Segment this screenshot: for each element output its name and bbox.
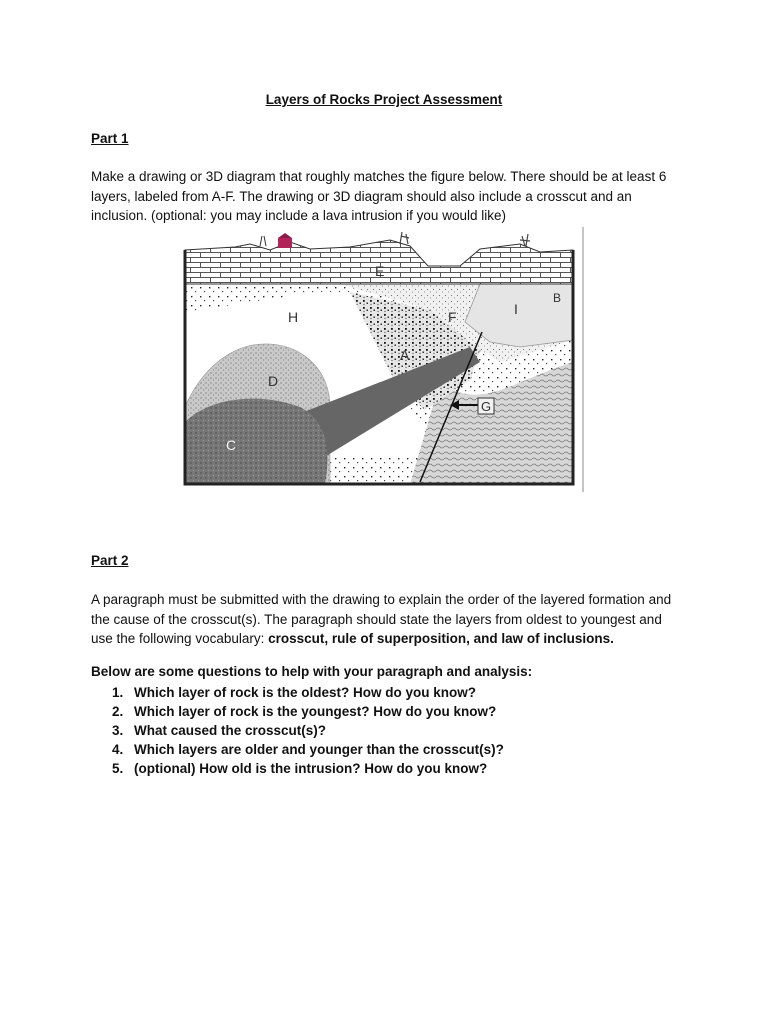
part2-vocabulary: crosscut, rule of superposition, and law of inclusions. bbox=[268, 631, 614, 646]
label-e: E bbox=[375, 263, 385, 279]
part1-paragraph: Make a drawing or 3D diagram that roughly matches the figure below. There should be at least 6 layers, labeled from A-F. The drawing or 3D diagram should also include a crosscut and an inclusion. (optional: you may include a lava intrusion if you would like) bbox=[91, 169, 667, 223]
part1-heading: Part 1 bbox=[91, 131, 129, 146]
question-item: 4. Which layers are older and younger than the crosscut(s)? bbox=[112, 742, 504, 757]
label-c: C bbox=[226, 437, 237, 453]
part2-paragraph bbox=[91, 590, 681, 649]
questions-list bbox=[112, 683, 504, 778]
building-icon bbox=[278, 238, 292, 248]
question-item: 3. What caused the crosscut(s)? bbox=[112, 723, 327, 738]
part2-heading: Part 2 bbox=[91, 553, 129, 568]
label-d: D bbox=[268, 373, 279, 389]
question-item: 5. (optional) How old is the intrusion? How do you know? bbox=[112, 761, 488, 776]
label-h: H bbox=[288, 309, 299, 325]
question-item: 2. Which layer of rock is the youngest? How do you know? bbox=[112, 704, 497, 719]
label-b: B bbox=[553, 291, 562, 305]
part2-text: A paragraph must be submitted with the drawing to explain the order of the layered formation and the cause of the crosscut(s). The paragraph should state the layers from oldest to youngest and use the following vocabulary: bbox=[91, 592, 672, 646]
questions-heading: Below are some questions to help with your paragraph and analysis: bbox=[91, 664, 533, 679]
label-i: I bbox=[514, 301, 518, 317]
label-a: A bbox=[400, 347, 410, 363]
document-title: Layers of Rocks Project Assessment bbox=[265, 92, 503, 107]
question-item: 1. Which layer of rock is the oldest? How do you know? bbox=[112, 685, 477, 700]
label-f: F bbox=[448, 309, 457, 325]
label-g: G bbox=[481, 399, 492, 414]
rock-layers-diagram bbox=[180, 222, 590, 497]
